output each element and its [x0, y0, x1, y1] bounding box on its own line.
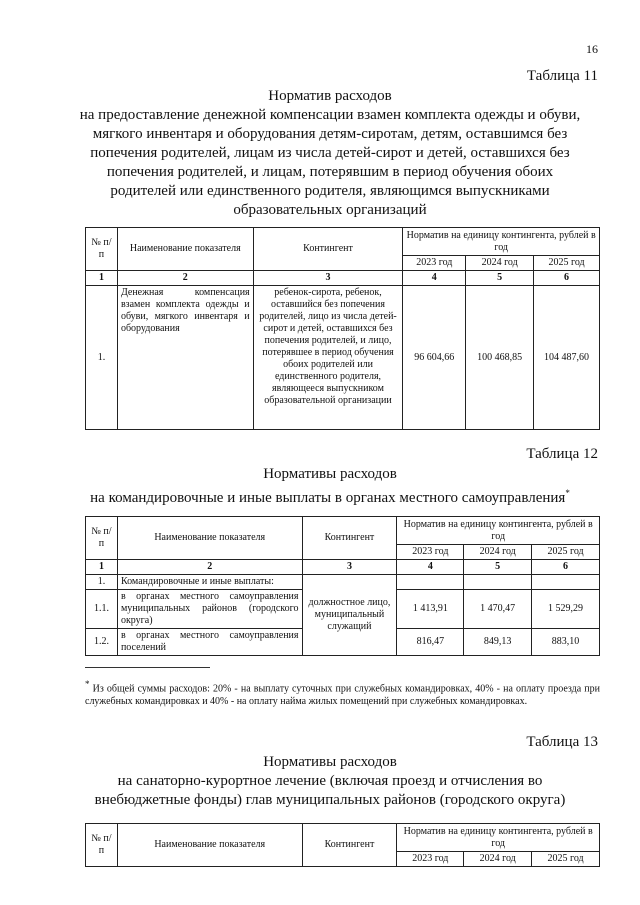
row-contingent: должностное лицо, муниципальный служащий — [302, 575, 397, 656]
col-number: 1 — [86, 560, 118, 575]
footnote — [85, 678, 600, 708]
footnote-mark: * — [85, 679, 90, 689]
footnote-divider — [85, 667, 210, 668]
col-number: 2 — [117, 271, 253, 286]
table11-label: Таблица 11 — [526, 68, 598, 84]
table11-title-line: мягкого инвентаря и оборудования детям-сиротам, детям, оставшимся без — [92, 126, 568, 142]
header-indicator: Наименование показателя — [117, 517, 302, 560]
table11-title-line: родителей или единственного родителя, являющимся выпускниками — [110, 183, 550, 199]
header-contingent: Контингент — [253, 228, 403, 271]
header-contingent: Контингент — [302, 824, 397, 867]
table11-title-line: образовательных организаций — [233, 202, 427, 218]
row-indicator: в органах местного самоуправления поселений — [117, 629, 302, 656]
table11-title-line: Норматив расходов — [268, 88, 392, 104]
table12-title-line — [60, 484, 600, 508]
table12-title — [60, 465, 600, 508]
col-number: 3 — [253, 271, 403, 286]
table12 — [85, 516, 600, 656]
table13-title-line: Нормативы расходов — [263, 754, 397, 770]
table13-title-line: внебюджетные фонды) глав муниципальных районов (городского округа) — [94, 792, 566, 808]
header-indicator: Наименование показателя — [117, 228, 253, 271]
row-value-2024: 849,13 — [464, 629, 532, 656]
header-year-2024: 2024 год — [464, 852, 532, 867]
table12-title-text: на командировочные и иные выплаты в органах местного самоуправления — [90, 490, 566, 506]
table11-title-line: попечения родителей, лицам из числа детей-сирот и детей, оставшихся без — [90, 145, 570, 161]
header-year-2024: 2024 год — [466, 256, 534, 271]
row-contingent: ребенок-сирота, ребенок, оставшийся без попечения родителей, лицо из числа детей-сирот и детей, оставшихся без попечения родителей, и лицо, потерявшее в период обучения обоих родителей или единственного родителя, являющееся выпускником образовательной организации — [253, 286, 403, 430]
row-num: 1. — [86, 575, 118, 590]
header-year-2025: 2025 год — [532, 852, 600, 867]
row-num: 1.2. — [86, 629, 118, 656]
col-number: 4 — [403, 271, 466, 286]
header-num: № п/п — [86, 228, 118, 271]
footnote-reference: * — [565, 488, 570, 498]
table13-title-line: на санаторно-курортное лечение (включая проезд и отчисления во — [117, 773, 543, 789]
header-year-2023: 2023 год — [403, 256, 466, 271]
row-indicator: Командировочные и иные выплаты: — [117, 575, 302, 590]
header-num: № п/п — [86, 824, 118, 867]
row-value-2024: 1 470,47 — [464, 590, 532, 629]
col-number: 4 — [397, 560, 464, 575]
header-year-2025: 2025 год — [534, 256, 600, 271]
table-row — [86, 575, 600, 590]
col-number: 5 — [464, 560, 532, 575]
row-num: 1.1. — [86, 590, 118, 629]
header-contingent: Контингент — [302, 517, 397, 560]
header-norm: Норматив на единицу контингента, рублей в год — [397, 517, 600, 545]
page-number: 16 — [586, 42, 598, 56]
row-value-2025: 883,10 — [532, 629, 600, 656]
table11 — [85, 227, 600, 430]
table13-label: Таблица 13 — [526, 734, 598, 750]
col-number: 5 — [466, 271, 534, 286]
col-number: 6 — [534, 271, 600, 286]
footnote-text: Из общей суммы расходов: 20% - на выплату суточных при служебных командировках, 40% - на оплату проезда при служебных командировках и 40% - на оплату найма жилых помещений при служебных командировках. — [85, 683, 600, 708]
row-value-2023: 1 413,91 — [397, 590, 464, 629]
table13-title — [60, 753, 600, 810]
table11-title-line: попечения родителей, и лицам, потерявшим в период обучения обоих — [106, 164, 554, 180]
header-year-2023: 2023 год — [397, 545, 464, 560]
row-value-2025: 104 487,60 — [534, 286, 600, 430]
row-value-2023: 816,47 — [397, 629, 464, 656]
col-number: 6 — [532, 560, 600, 575]
row-indicator: Денежная компенсация взамен комплекта одежды и обуви, мягкого инвентаря и оборудования — [117, 286, 253, 430]
col-number: 3 — [302, 560, 397, 575]
row-value-empty — [397, 575, 464, 590]
row-value-2025: 1 529,29 — [532, 590, 600, 629]
table11-title-line: на предоставление денежной компенсации взамен комплекта одежды и обуви, — [79, 107, 581, 123]
table-row — [86, 286, 600, 430]
header-norm: Норматив на единицу контингента, рублей в год — [403, 228, 600, 256]
table12-title-line: Нормативы расходов — [263, 466, 397, 482]
table12-label: Таблица 12 — [526, 446, 598, 462]
row-value-2024: 100 468,85 — [466, 286, 534, 430]
header-indicator: Наименование показателя — [117, 824, 302, 867]
table13 — [85, 823, 600, 867]
row-value-empty — [532, 575, 600, 590]
row-value-empty — [464, 575, 532, 590]
table11-title — [60, 87, 600, 220]
header-year-2023: 2023 год — [397, 852, 464, 867]
header-year-2024: 2024 год — [464, 545, 532, 560]
header-num: № п/п — [86, 517, 118, 560]
row-indicator: в органах местного самоуправления муниципальных районов (городского округа) — [117, 590, 302, 629]
header-norm: Норматив на единицу контингента, рублей в год — [397, 824, 600, 852]
row-num: 1. — [86, 286, 118, 430]
col-number: 2 — [117, 560, 302, 575]
col-number: 1 — [86, 271, 118, 286]
header-year-2025: 2025 год — [532, 545, 600, 560]
row-value-2023: 96 604,66 — [403, 286, 466, 430]
